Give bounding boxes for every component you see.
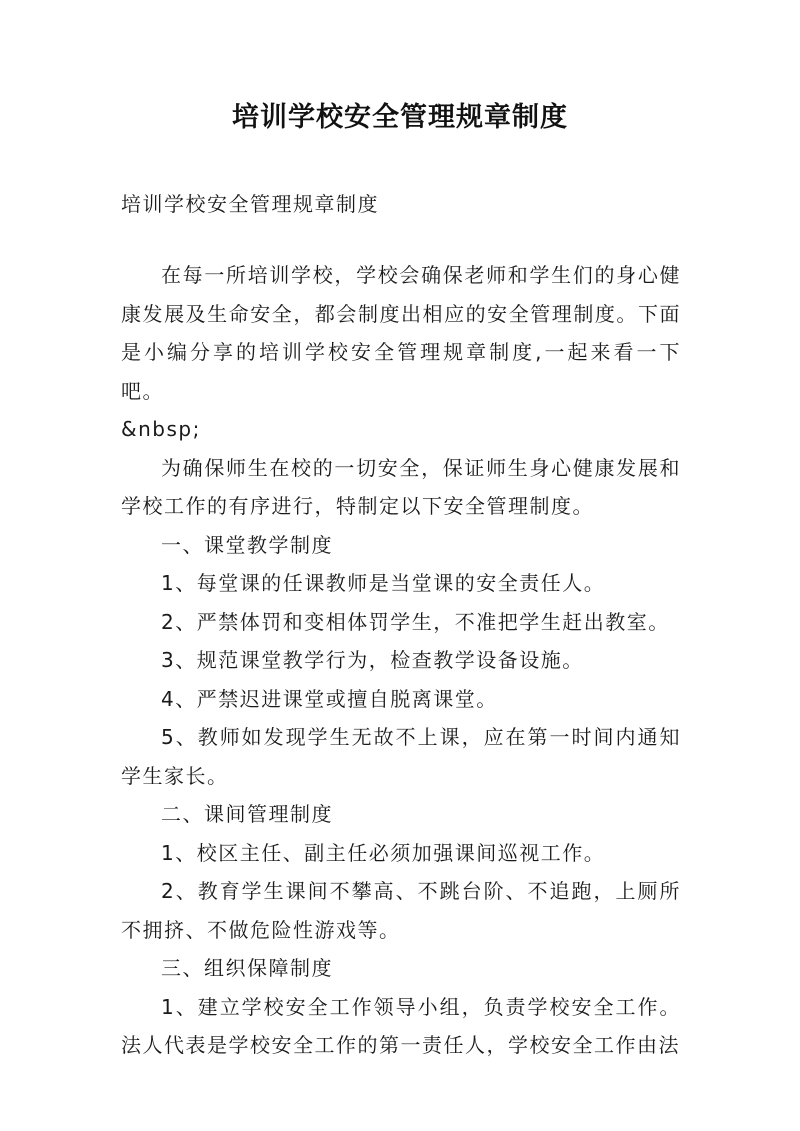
rule-item: 1、校区主任、副主任必须加强课间巡视工作。 — [161, 840, 606, 865]
rule-item: 2、教育学生课间不攀高、不跳台阶、不追跑，上厕所不拥挤、不做危险性游戏等。 — [121, 879, 681, 942]
document-body — [121, 256, 681, 1065]
rule-item: 1、建立学校安全工作领导小组，负责学校安全工作。法人代表是学校安全工作的第一责任人，学校安全工作由法 — [121, 994, 681, 1057]
rule-item: 5、教师如发现学生无故不上课，应在第一时间内通知学生家长。 — [121, 725, 681, 788]
section-heading-classroom: 一、课堂教学制度 — [161, 532, 333, 557]
document-subtitle: 培训学校安全管理规章制度 — [121, 192, 379, 216]
rule-item: 3、规范课堂教学行为，检查教学设备设施。 — [161, 648, 584, 672]
intro-paragraph: 在每一所培训学校，学校会确保老师和学生们的身心健康发展及生命安全，都会制度出相应的安全管理制度。下面是小编分享的培训学校安全管理规章制度,一起来看一下吧。 — [121, 263, 681, 403]
rule-item: 2、严禁体罚和变相体罚学生，不准把学生赶出教室。 — [161, 609, 670, 634]
nbsp-text: &nbsp; — [121, 417, 201, 441]
section-heading-organization: 三、组织保障制度 — [161, 956, 333, 980]
rule-item: 4、严禁迟进课堂或擅自脱离课堂。 — [161, 686, 498, 711]
rule-item: 1、每堂课的任课教师是当堂课的安全责任人。 — [161, 571, 606, 595]
document-title: 培训学校安全管理规章制度 — [232, 102, 568, 133]
purpose-paragraph: 为确保师生在校的一切安全，保证师生身心健康发展和学校工作的有序进行，特制定以下安全管理制度。 — [121, 455, 681, 518]
section-heading-break: 二、课间管理制度 — [161, 802, 333, 826]
